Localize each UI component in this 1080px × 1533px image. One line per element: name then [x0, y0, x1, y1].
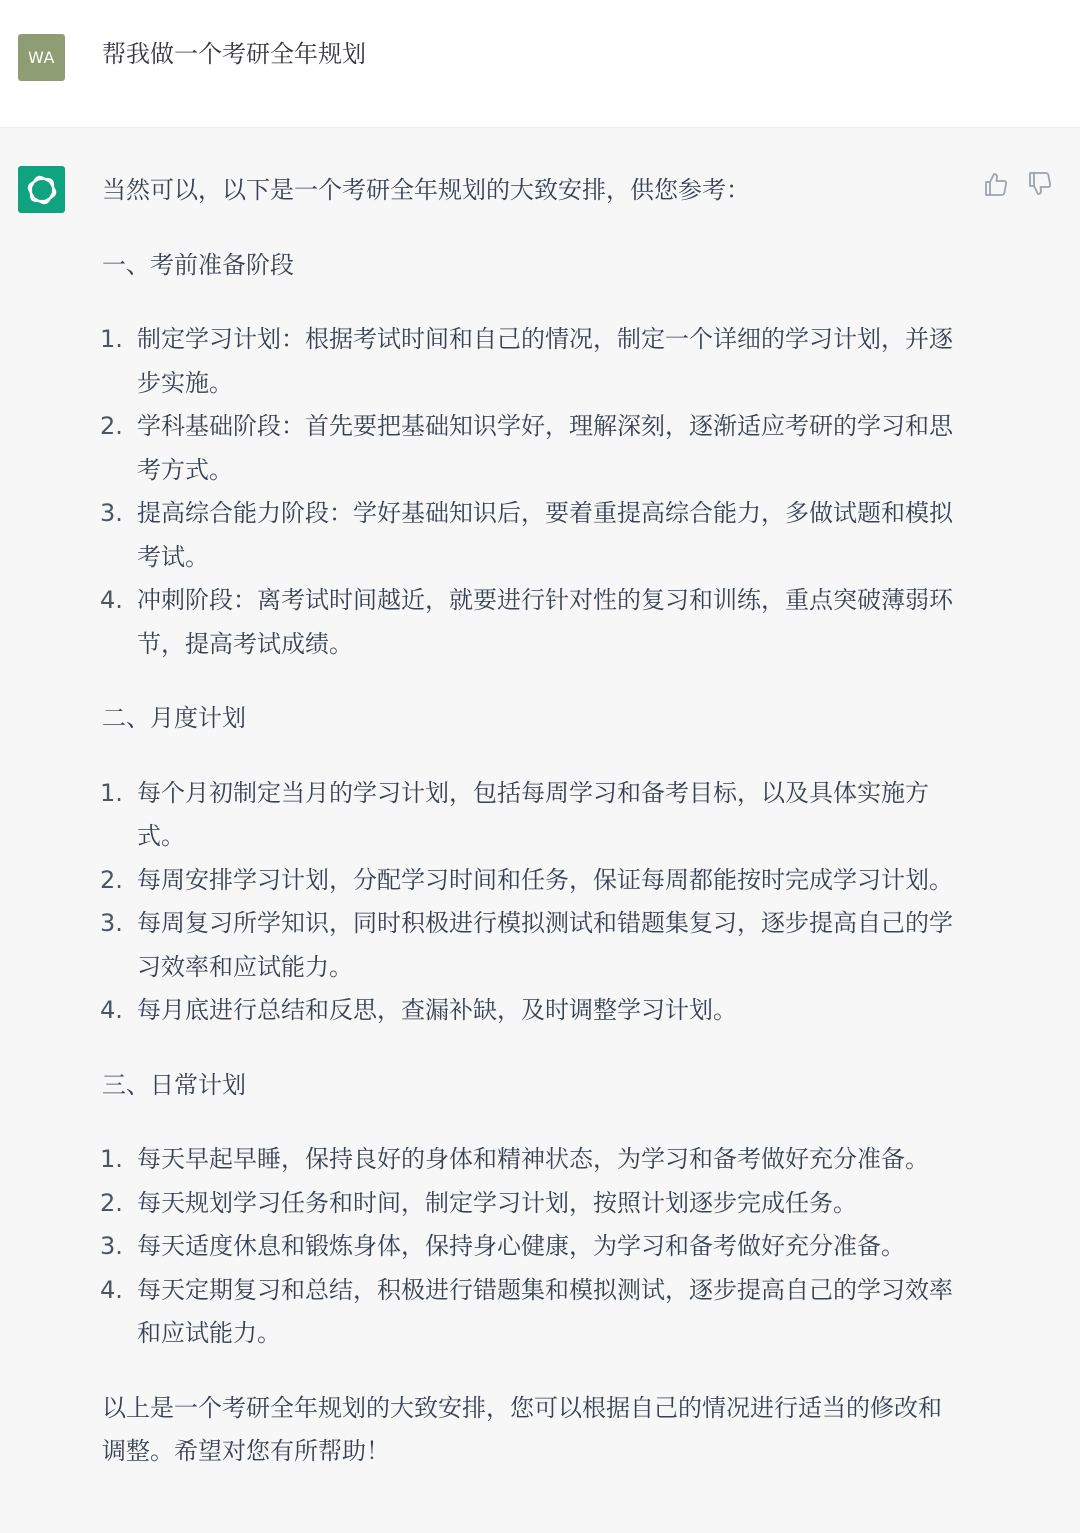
assistant-message-row [0, 128, 1080, 1533]
list-item [102, 902, 962, 989]
list-item-text: 每周安排学习计划，分配学习时间和任务，保证每周都能按时完成学习计划。 [137, 865, 953, 894]
list-item-text: 制定学习计划：根据考试时间和自己的情况，制定一个详细的学习计划，并逐步实施。 [137, 325, 953, 397]
user-message-text: 帮我做一个考研全年规划 [102, 40, 366, 68]
list-item-text: 提高综合能力阶段：学好基础知识后，要着重提高综合能力，多做试题和模拟考试。 [137, 499, 953, 571]
list-item [102, 859, 962, 903]
list-number: 2. [100, 865, 123, 894]
list-item-text: 每天早起早睡，保持良好的身体和精神状态，为学习和备考做好充分准备。 [137, 1145, 929, 1173]
list-item-text: 学科基础阶段：首先要把基础知识学好，理解深刻，逐渐适应考研的学习和思考方式。 [137, 412, 953, 484]
list-item [102, 318, 962, 405]
list-item [102, 492, 962, 579]
list-item-text: 冲刺阶段：离考试时间越近，就要进行针对性的复习和训练，重点突破薄弱环节，提高考试成绩。 [137, 586, 953, 658]
list-number: 4. [100, 586, 123, 614]
list-item-text: 每个月初制定当月的学习计划，包括每周学习和备考目标，以及具体实施方式。 [137, 778, 929, 850]
list-number: 4. [100, 996, 123, 1024]
list-number: 3. [100, 909, 123, 937]
list-item [102, 405, 962, 492]
list-item-text: 每天适度休息和锻炼身体，保持身心健康，为学习和备考做好充分准备。 [137, 1232, 905, 1260]
user-message-row [0, 0, 1080, 128]
section-heading: 三、日常计划 [102, 1070, 246, 1099]
list-number: 3. [100, 499, 123, 527]
section-list [102, 772, 962, 1033]
list-item-text: 每月底进行总结和反思，查漏补缺，及时调整学习计划。 [137, 996, 737, 1024]
assistant-avatar [18, 166, 65, 213]
section-heading: 二、月度计划 [102, 704, 246, 732]
outro-text: 以上是一个考研全年规划的大致安排，您可以根据自己的情况进行适当的修改和调整。希望对您有所帮助！ [102, 1393, 942, 1465]
assistant-message-content [102, 169, 962, 1474]
feedback-buttons [983, 170, 1053, 198]
list-item [102, 1182, 962, 1226]
thumbs-down-button[interactable] [1027, 170, 1053, 198]
list-number: 2. [100, 1188, 123, 1217]
section-list [102, 1138, 962, 1356]
list-item [102, 989, 962, 1033]
list-item-text: 每天定期复习和总结，积极进行错题集和模拟测试，逐步提高自己的学习效率和应试能力。 [137, 1275, 953, 1347]
user-avatar: WA [18, 34, 65, 81]
list-item [102, 579, 962, 666]
list-number: 1. [100, 325, 123, 353]
list-item [102, 1138, 962, 1182]
thumbs-up-button[interactable] [983, 170, 1009, 198]
list-number: 1. [100, 1145, 123, 1173]
list-item [102, 1225, 962, 1269]
list-number: 1. [100, 778, 123, 807]
thumbs-down-icon [1028, 171, 1052, 197]
section-list [102, 318, 962, 666]
list-number: 2. [100, 412, 123, 440]
list-item-text: 每天规划学习任务和时间，制定学习计划，按照计划逐步完成任务。 [137, 1188, 857, 1217]
intro-text: 当然可以，以下是一个考研全年规划的大致安排，供您参考： [102, 176, 750, 204]
list-number: 4. [100, 1275, 123, 1304]
list-item-text: 每周复习所学知识，同时积极进行模拟测试和错题集复习，逐步提高自己的学习效率和应试能力。 [137, 909, 953, 981]
list-item [102, 1269, 962, 1356]
openai-logo-icon [25, 173, 59, 207]
thumbs-up-icon [984, 171, 1008, 197]
list-number: 3. [100, 1232, 123, 1260]
list-item [102, 772, 962, 859]
section-heading: 一、考前准备阶段 [102, 250, 294, 279]
